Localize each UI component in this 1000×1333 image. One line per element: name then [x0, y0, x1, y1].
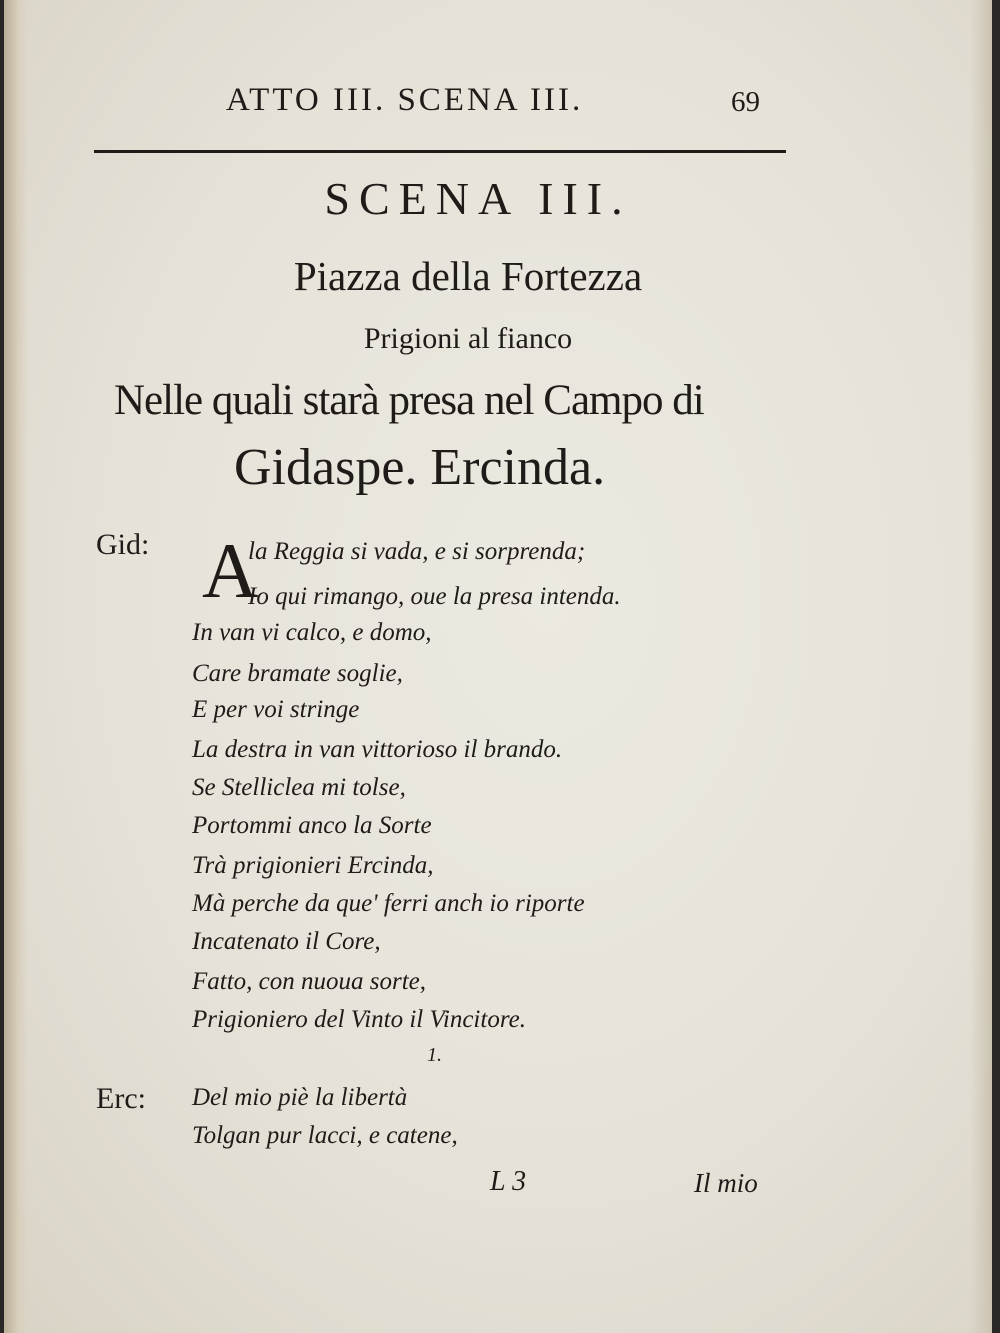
signature-mark: L 3: [490, 1166, 527, 1197]
verse-line: Fatto, con nuoua sorte,: [192, 968, 427, 995]
catchword: Il mio: [694, 1168, 758, 1198]
verse-line: Trà prigionieri Ercinda,: [192, 852, 434, 879]
verse-line: E per voi stringe: [192, 696, 360, 723]
verse-line: Io qui rimango, oue la presa intenda.: [248, 583, 621, 610]
verse-line: Incatenato il Core,: [192, 928, 381, 955]
verse-line: Del mio piè la libertà: [192, 1084, 408, 1111]
running-head: ATTO III. SCENA III.: [226, 82, 584, 118]
scene-title: SCENA III.: [324, 173, 632, 224]
scene-location: Piazza della Fortezza: [293, 253, 643, 299]
speaker-label-ercinda: Erc:: [96, 1082, 146, 1115]
verse-line: Portommi anco la Sorte: [192, 812, 432, 839]
verse-line: Care bramate soglie,: [192, 660, 403, 687]
verse-line: Prigioniero del Vinto il Vincitore.: [192, 1006, 526, 1033]
header-rule: [94, 150, 786, 153]
stanza-number: 1.: [427, 1044, 442, 1066]
verse-line: Tolgan pur lacci, e catene,: [192, 1122, 458, 1149]
verse-line: Mà perche da que' ferri anch io riporte: [192, 890, 585, 917]
verse-line: Se Stelliclea mi tolse,: [192, 774, 406, 801]
scene-subtitle: Prigioni al fianco: [363, 322, 573, 355]
verse-line: la Reggia si vada, e si sorprenda;: [248, 538, 586, 565]
verse-line: In van vi calco, e domo,: [192, 619, 432, 646]
scene-description-line-2: Gidaspe. Ercinda.: [234, 439, 606, 496]
verse-line: La destra in van vittorioso il brando.: [192, 736, 563, 763]
scene-description-line-1: Nelle quali starà presa nel Campo di: [114, 377, 704, 424]
speaker-label-gidaspe: Gid:: [96, 528, 150, 561]
drop-capital: A: [202, 527, 259, 614]
page-number: 69: [731, 86, 760, 118]
book-page: [4, 0, 992, 1333]
